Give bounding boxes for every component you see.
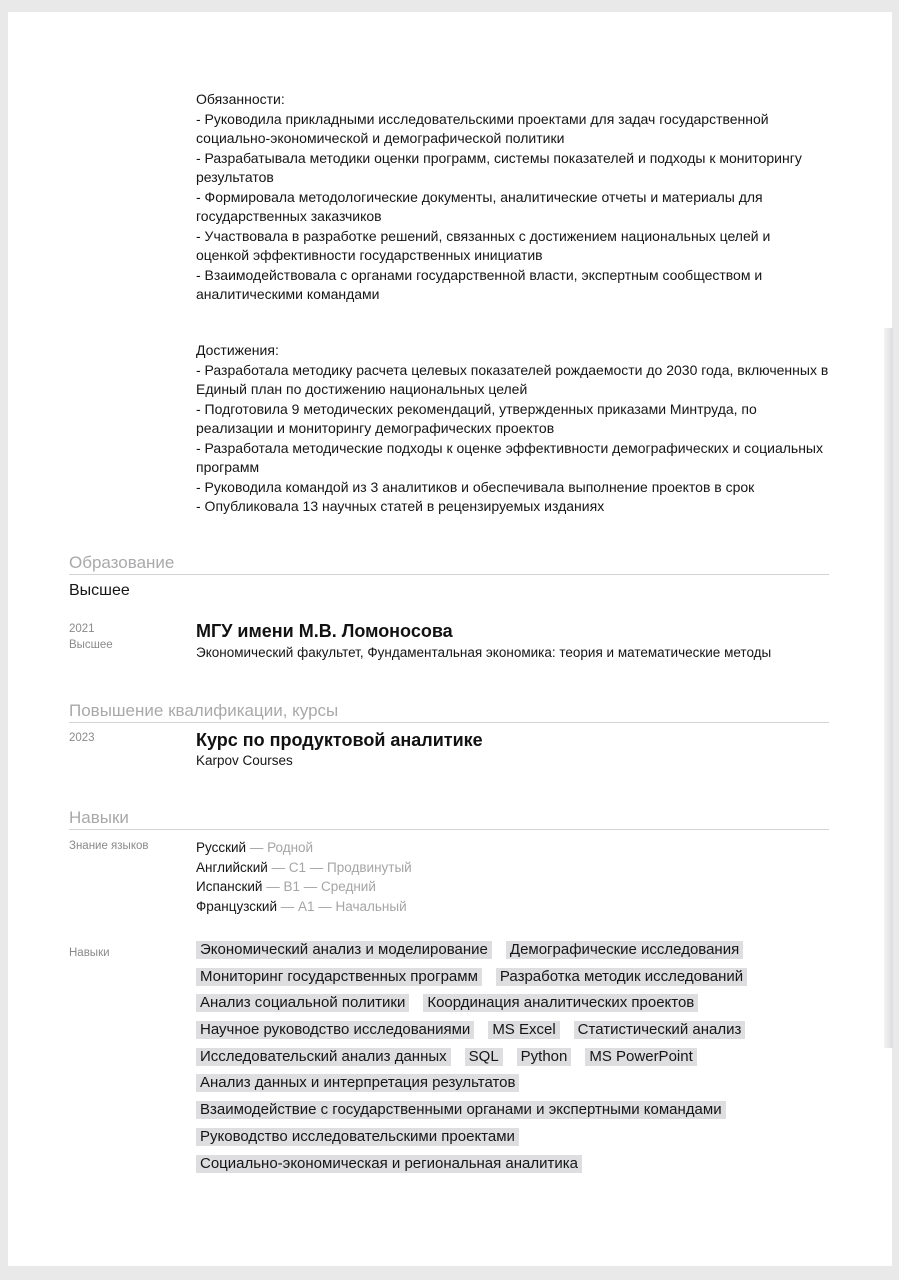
languages-list bbox=[196, 838, 412, 917]
skill-tag: MS PowerPoint bbox=[585, 1048, 696, 1066]
achievements-line: - Опубликовала 13 научных статей в рецензируемых изданиях bbox=[196, 498, 605, 514]
courses-section-title: Повышение квалификации, курсы bbox=[69, 701, 829, 723]
duties-line: аналитическими командами bbox=[196, 286, 380, 302]
skill-tag: Демографические исследования bbox=[506, 941, 743, 959]
achievements-line: программ bbox=[196, 459, 260, 475]
skill-tag: Исследовательский анализ данных bbox=[196, 1048, 451, 1066]
skill-tag: Экономический анализ и моделирование bbox=[196, 941, 492, 959]
duties-line: - Участвовала в разработке решений, связанных с достижением национальных целей и bbox=[196, 227, 771, 244]
education-section-title: Образование bbox=[69, 553, 829, 575]
skill-row bbox=[196, 994, 836, 1021]
achievements-line: - Руководила командой из 3 аналитиков и обеспечивала выполнение проектов в срок bbox=[196, 478, 755, 495]
skill-tag: Руководство исследовательскими проектами bbox=[196, 1128, 519, 1146]
course-year: 2023 bbox=[69, 732, 95, 744]
duties-line: - Формировала методологические документы, аналитические отчеты и материалы для bbox=[196, 188, 763, 205]
skill-tag: Статистический анализ bbox=[574, 1021, 746, 1039]
skill-tag: Анализ социальной политики bbox=[196, 994, 409, 1012]
duties-line: - Взаимодействовала с органами государственной власти, экспертным сообществом и bbox=[196, 266, 763, 283]
language-item bbox=[196, 838, 412, 858]
language-level: — B1 — Средний bbox=[262, 879, 376, 895]
language-name: Английский bbox=[196, 859, 268, 875]
duties-heading: Обязанности: bbox=[196, 91, 285, 107]
skill-row bbox=[196, 1101, 836, 1128]
skill-row bbox=[196, 1155, 836, 1182]
achievements-line: - Разработала методические подходы к оценке эффективности демографических и социальных bbox=[196, 439, 823, 456]
skill-tag: Взаимодействие с государственными органами и экспертными командами bbox=[196, 1101, 726, 1119]
skill-row bbox=[196, 1074, 836, 1101]
achievements-line: - Разработала методику расчета целевых показателей рождаемости до 2030 года, включенных в bbox=[196, 361, 829, 378]
duties-line: - Разрабатывала методики оценки программ, системы показателей и подходы к мониторингу bbox=[196, 149, 802, 166]
language-name: Испанский bbox=[196, 879, 263, 895]
skill-tag: MS Excel bbox=[488, 1021, 559, 1039]
achievements-block bbox=[196, 341, 828, 517]
achievements-line: - Подготовила 9 методических рекомендаций, утвержденных приказами Минтруда, по bbox=[196, 400, 757, 417]
skill-tag: Разработка методик исследований bbox=[496, 968, 747, 986]
language-name: Русский bbox=[196, 840, 247, 855]
language-level: — A1 — Начальный bbox=[277, 899, 407, 915]
skill-row bbox=[196, 1021, 836, 1048]
skill-tag: Python bbox=[517, 1048, 572, 1066]
skill-row bbox=[196, 1128, 836, 1155]
education-institution: МГУ имени М.В. Ломоносова bbox=[196, 621, 453, 641]
achievements-heading: Достижения: bbox=[196, 342, 279, 358]
language-item bbox=[196, 858, 412, 878]
skill-tag: Научное руководство исследованиями bbox=[196, 1021, 474, 1039]
skills-section-title: Навыки bbox=[69, 808, 829, 830]
achievements-line: Единый план по достижению национальных целей bbox=[196, 381, 528, 397]
education-level: Высшее bbox=[69, 582, 130, 599]
skills-tags bbox=[196, 941, 836, 1181]
education-entry-level: Высшее bbox=[69, 639, 113, 651]
duties-line: результатов bbox=[196, 169, 274, 185]
course-provider: Karpov Courses bbox=[196, 753, 293, 768]
language-name: Французский bbox=[196, 899, 277, 915]
duties-line: - Руководила прикладными исследовательскими проектами для задач государственной bbox=[196, 110, 769, 127]
skill-tag: Мониторинг государственных программ bbox=[196, 968, 482, 986]
achievements-line: реализации и мониторингу демографических проектов bbox=[196, 420, 555, 436]
skill-tag: Анализ данных и интерпретация результатов bbox=[196, 1074, 519, 1092]
page-edge-shadow bbox=[884, 328, 893, 1048]
skill-tag: Социально-экономическая и региональная аналитика bbox=[196, 1155, 582, 1173]
language-level: — Родной bbox=[246, 840, 314, 855]
duties-line: социально-экономической и демографической политики bbox=[196, 130, 565, 146]
duties-block bbox=[196, 90, 802, 305]
language-item bbox=[196, 897, 412, 917]
education-details: Экономический факультет, Фундаментальная экономика: теория и математические методы bbox=[196, 645, 772, 660]
skill-row bbox=[196, 968, 836, 995]
skill-row bbox=[196, 1048, 836, 1075]
language-level: — C1 — Продвинутый bbox=[267, 859, 412, 875]
skill-tag: SQL bbox=[465, 1048, 503, 1066]
language-item bbox=[196, 877, 412, 897]
education-year: 2021 bbox=[69, 623, 95, 635]
duties-line: оценкой эффективности государственных инициатив bbox=[196, 247, 543, 263]
duties-line: государственных заказчиков bbox=[196, 208, 382, 224]
skill-row bbox=[196, 941, 836, 968]
course-title: Курс по продуктовой аналитике bbox=[196, 730, 483, 750]
languages-label: Знание языков bbox=[69, 840, 149, 852]
skills-label: Навыки bbox=[69, 947, 110, 959]
skill-tag: Координация аналитических проектов bbox=[423, 994, 698, 1012]
